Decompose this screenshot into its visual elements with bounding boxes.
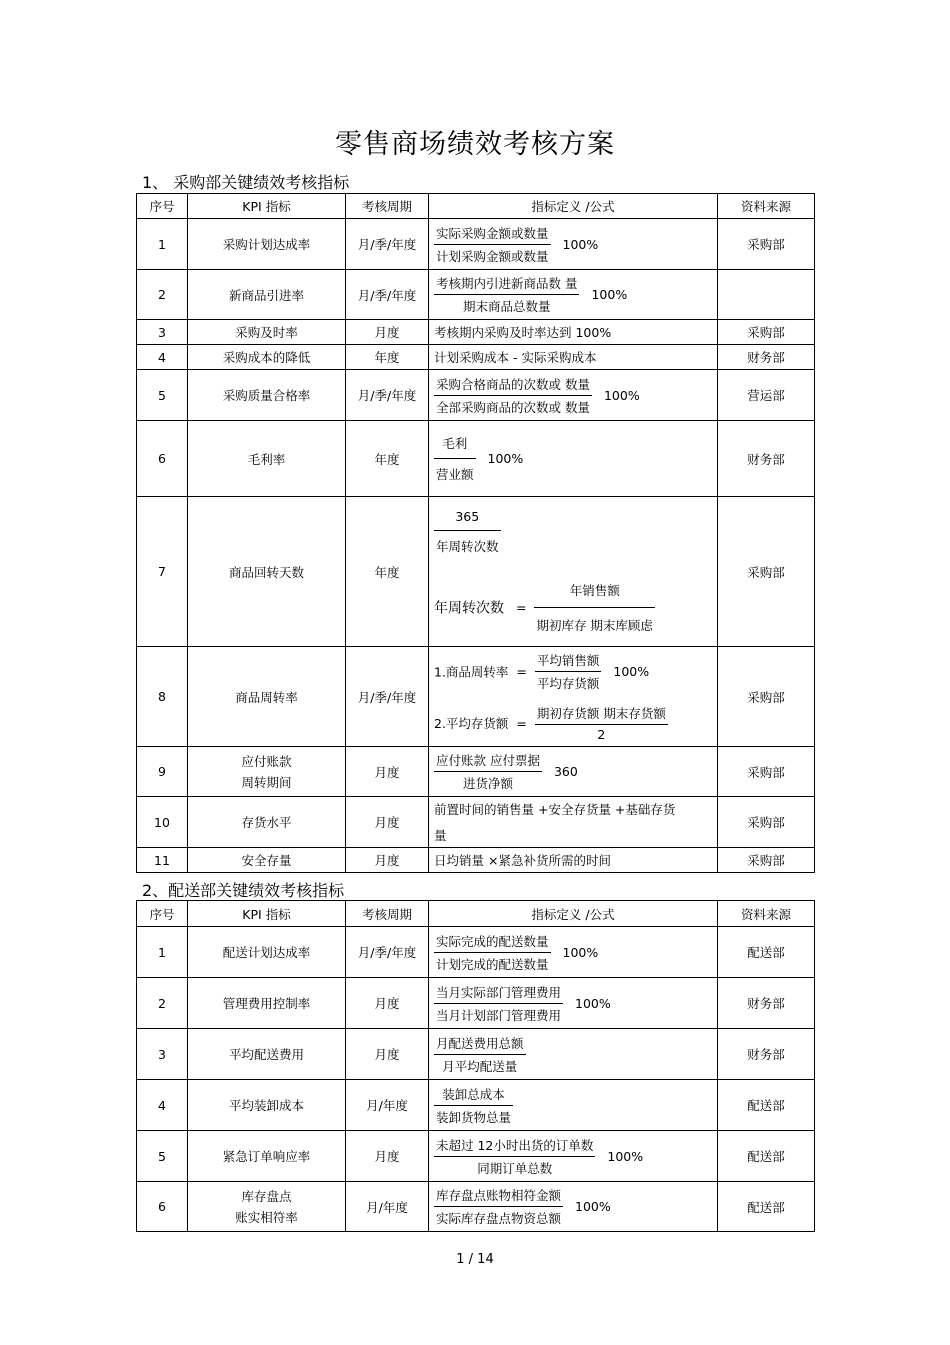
row-no: 10 bbox=[137, 797, 188, 848]
denominator: 计划采购金额或数量 bbox=[436, 248, 549, 264]
fraction bbox=[434, 1136, 595, 1177]
formula: 日均销量 ×紧急补货所需的时间 bbox=[429, 848, 718, 873]
row-no: 7 bbox=[137, 497, 188, 647]
table-row bbox=[137, 978, 815, 1029]
formula: 计划采购成本 - 实际采购成本 bbox=[429, 345, 718, 370]
fraction bbox=[434, 434, 476, 483]
denominator: 全部采购商品的次数或 数量 bbox=[436, 399, 590, 415]
header-cycle: 考核周期 bbox=[346, 194, 429, 219]
source: 配送部 bbox=[718, 1131, 815, 1182]
formula bbox=[429, 1029, 718, 1080]
source: 财务部 bbox=[718, 345, 815, 370]
lhs: 年周转次数 bbox=[434, 600, 504, 617]
source: 采购部 bbox=[718, 647, 815, 747]
table-row bbox=[137, 370, 815, 421]
cycle: 月度 bbox=[346, 320, 429, 345]
header-formula: 指标定义 /公式 bbox=[429, 901, 718, 927]
numerator: 未超过 12小时出货的订单数 bbox=[434, 1136, 595, 1157]
table-row bbox=[137, 320, 815, 345]
kpi-name bbox=[188, 1182, 346, 1232]
multiplier: 100% bbox=[613, 664, 650, 679]
kpi-name: 紧急订单响应率 bbox=[188, 1131, 346, 1182]
kpi-name-line: 库存盘点 bbox=[241, 1189, 292, 1204]
denominator: 平均存货额 bbox=[536, 676, 600, 691]
denominator: 装卸货物总量 bbox=[436, 1109, 512, 1125]
numerator: 年销售额 bbox=[534, 581, 654, 608]
cycle: 年度 bbox=[346, 421, 429, 497]
cycle: 月/年度 bbox=[346, 1080, 429, 1131]
row-no: 5 bbox=[137, 1131, 188, 1182]
kpi-name: 采购成本的降低 bbox=[188, 345, 346, 370]
purchasing-kpi-table bbox=[136, 193, 815, 873]
cycle: 月度 bbox=[346, 848, 429, 873]
table-row bbox=[137, 848, 815, 873]
source: 营运部 bbox=[718, 370, 815, 421]
equals: = bbox=[516, 664, 527, 679]
header-source: 资料来源 bbox=[718, 901, 815, 927]
numerator: 毛利 bbox=[434, 434, 476, 459]
header-no: 序号 bbox=[137, 194, 188, 219]
table-row bbox=[137, 1182, 815, 1232]
kpi-name: 配送计划达成率 bbox=[188, 927, 346, 978]
fraction bbox=[434, 751, 542, 792]
formula bbox=[429, 1080, 718, 1131]
fraction bbox=[434, 1186, 563, 1227]
row-no: 6 bbox=[137, 1182, 188, 1232]
kpi-name bbox=[188, 747, 346, 797]
denominator: 营业额 bbox=[436, 467, 474, 482]
table-row bbox=[137, 345, 815, 370]
multiplier: 100% bbox=[562, 236, 599, 252]
equals: = bbox=[515, 600, 527, 615]
source: 配送部 bbox=[718, 1182, 815, 1232]
page-number: 1 / 14 bbox=[456, 1252, 494, 1267]
cycle: 月/年度 bbox=[346, 1182, 429, 1232]
multiplier: 100% bbox=[487, 451, 524, 466]
fraction bbox=[535, 651, 602, 692]
source: 财务部 bbox=[718, 978, 815, 1029]
source: 配送部 bbox=[718, 1080, 815, 1131]
source: 财务部 bbox=[718, 421, 815, 497]
denominator: 进货净额 bbox=[462, 776, 513, 791]
header-no: 序号 bbox=[137, 901, 188, 927]
row-no: 9 bbox=[137, 747, 188, 797]
header-formula: 指标定义 /公式 bbox=[429, 194, 718, 219]
denominator: 年周转次数 bbox=[436, 539, 499, 554]
cycle: 月度 bbox=[346, 797, 429, 848]
source: 财务部 bbox=[718, 1029, 815, 1080]
numerator: 采购合格商品的次数或 数量 bbox=[434, 375, 592, 396]
header-source: 资料来源 bbox=[718, 194, 815, 219]
source: 采购部 bbox=[718, 848, 815, 873]
numerator: 实际完成的配送数量 bbox=[434, 932, 551, 953]
denominator: 同期订单总数 bbox=[477, 1160, 553, 1176]
kpi-name: 采购及时率 bbox=[188, 320, 346, 345]
row-no: 5 bbox=[137, 370, 188, 421]
table-row bbox=[137, 747, 815, 797]
denominator: 期初库存 期末库顾虑 bbox=[536, 618, 653, 633]
source: 配送部 bbox=[718, 927, 815, 978]
kpi-name: 商品回转天数 bbox=[188, 497, 346, 647]
numerator: 平均销售额 bbox=[535, 651, 602, 672]
kpi-name: 存货水平 bbox=[188, 797, 346, 848]
cycle: 月度 bbox=[346, 747, 429, 797]
kpi-name-line: 账实相符率 bbox=[235, 1210, 298, 1225]
numerator: 考核期内引进新商品数 量 bbox=[434, 274, 579, 295]
formula bbox=[429, 978, 718, 1029]
denominator: 2 bbox=[597, 727, 606, 742]
kpi-name: 平均配送费用 bbox=[188, 1029, 346, 1080]
formula bbox=[429, 747, 718, 797]
table-row bbox=[137, 219, 815, 270]
numerator: 365 bbox=[434, 509, 501, 531]
numerator: 应付账款 应付票据 bbox=[434, 751, 542, 772]
cycle: 月/季/年度 bbox=[346, 370, 429, 421]
header-kpi: KPI 指标 bbox=[188, 194, 346, 219]
formula bbox=[429, 647, 718, 747]
header-cycle: 考核周期 bbox=[346, 901, 429, 927]
cycle: 年度 bbox=[346, 345, 429, 370]
fraction bbox=[434, 932, 551, 973]
row-no: 4 bbox=[137, 345, 188, 370]
cycle: 月/季/年度 bbox=[346, 927, 429, 978]
fraction bbox=[434, 1034, 526, 1075]
kpi-name: 管理费用控制率 bbox=[188, 978, 346, 1029]
formula bbox=[429, 421, 718, 497]
source: 采购部 bbox=[718, 747, 815, 797]
row-no: 2 bbox=[137, 270, 188, 320]
fraction bbox=[434, 1085, 513, 1126]
cycle: 月/季/年度 bbox=[346, 647, 429, 747]
formula bbox=[429, 1131, 718, 1182]
kpi-name: 采购计划达成率 bbox=[188, 219, 346, 270]
kpi-name: 毛利率 bbox=[188, 421, 346, 497]
table-row bbox=[137, 1131, 815, 1182]
table-row bbox=[137, 497, 815, 647]
fraction bbox=[434, 274, 579, 315]
table-row bbox=[137, 421, 815, 497]
kpi-name-line: 应付账款 bbox=[241, 754, 292, 769]
fraction bbox=[534, 581, 654, 634]
kpi-name: 平均装卸成本 bbox=[188, 1080, 346, 1131]
row-no: 8 bbox=[137, 647, 188, 747]
numerator: 库存盘点账物相符金额 bbox=[434, 1186, 563, 1207]
formula: 考核期内采购及时率达到 100% bbox=[429, 320, 718, 345]
row-no: 4 bbox=[137, 1080, 188, 1131]
row-no: 6 bbox=[137, 421, 188, 497]
fraction bbox=[535, 704, 668, 742]
cycle: 月/季/年度 bbox=[346, 219, 429, 270]
table-row bbox=[137, 1029, 815, 1080]
numerator: 期初存货额 期末存货额 bbox=[535, 704, 668, 725]
formula bbox=[429, 927, 718, 978]
table-row bbox=[137, 647, 815, 747]
denominator: 当月计划部门管理费用 bbox=[436, 1007, 562, 1023]
multiplier: 100% bbox=[562, 944, 599, 960]
cycle: 月/季/年度 bbox=[346, 270, 429, 320]
source: 采购部 bbox=[718, 320, 815, 345]
row-no: 1 bbox=[137, 927, 188, 978]
numerator: 当月实际部门管理费用 bbox=[434, 983, 563, 1004]
formula bbox=[429, 219, 718, 270]
table-header-row bbox=[137, 194, 815, 219]
row-no: 3 bbox=[137, 1029, 188, 1080]
multiplier: 100% bbox=[607, 1148, 644, 1164]
denominator: 实际库存盘点物资总额 bbox=[436, 1211, 562, 1226]
numerator: 月配送费用总额 bbox=[434, 1034, 526, 1055]
header-kpi: KPI 指标 bbox=[188, 901, 346, 927]
denominator: 期末商品总数量 bbox=[462, 299, 551, 314]
lhs: 2.平均存货额 bbox=[434, 716, 509, 731]
kpi-name: 安全存量 bbox=[188, 848, 346, 873]
fraction bbox=[434, 509, 501, 555]
fraction bbox=[434, 224, 551, 265]
equals: = bbox=[516, 715, 527, 731]
cycle: 月度 bbox=[346, 1029, 429, 1080]
numerator: 装卸总成本 bbox=[434, 1085, 513, 1106]
row-no: 3 bbox=[137, 320, 188, 345]
source: 采购部 bbox=[718, 797, 815, 848]
page-title: 零售商场绩效考核方案 bbox=[335, 129, 615, 160]
fraction bbox=[434, 983, 563, 1024]
table-header-row bbox=[137, 901, 815, 927]
numerator: 实际采购金额或数量 bbox=[434, 224, 551, 245]
denominator: 计划完成的配送数量 bbox=[436, 956, 549, 972]
cycle: 年度 bbox=[346, 497, 429, 647]
denominator: 月平均配送量 bbox=[442, 1058, 518, 1074]
row-no: 11 bbox=[137, 848, 188, 873]
formula-line: 前置时间的销售量 +安全存货量 +基础存货 bbox=[434, 801, 676, 817]
table-row bbox=[137, 270, 815, 320]
multiplier: 100% bbox=[575, 1199, 611, 1214]
kpi-name: 商品周转率 bbox=[188, 647, 346, 747]
cycle: 月度 bbox=[346, 1131, 429, 1182]
source: 采购部 bbox=[718, 219, 815, 270]
source bbox=[718, 270, 815, 320]
table-row bbox=[137, 1080, 815, 1131]
source: 采购部 bbox=[718, 497, 815, 647]
kpi-name-line: 周转期间 bbox=[241, 775, 292, 790]
formula bbox=[429, 797, 718, 848]
formula bbox=[429, 1182, 718, 1232]
multiplier: 100% bbox=[603, 387, 640, 403]
formula bbox=[429, 497, 718, 647]
multiplier: 360 bbox=[553, 764, 578, 779]
multiplier: 100% bbox=[591, 287, 628, 302]
formula bbox=[429, 270, 718, 320]
cycle: 月度 bbox=[346, 978, 429, 1029]
formula-line: 量 bbox=[434, 827, 447, 843]
table-row bbox=[137, 797, 815, 848]
multiplier: 100% bbox=[575, 995, 611, 1011]
kpi-name: 采购质量合格率 bbox=[188, 370, 346, 421]
section-2-heading: 2、配送部关键绩效考核指标 bbox=[142, 881, 345, 900]
section-1-heading: 1、 采购部关键绩效考核指标 bbox=[142, 173, 350, 192]
distribution-kpi-table bbox=[136, 900, 815, 1232]
row-no: 2 bbox=[137, 978, 188, 1029]
fraction bbox=[434, 375, 592, 416]
formula bbox=[429, 370, 718, 421]
lhs: 1.商品周转率 bbox=[434, 664, 509, 680]
table-row bbox=[137, 927, 815, 978]
kpi-name: 新商品引进率 bbox=[188, 270, 346, 320]
row-no: 1 bbox=[137, 219, 188, 270]
